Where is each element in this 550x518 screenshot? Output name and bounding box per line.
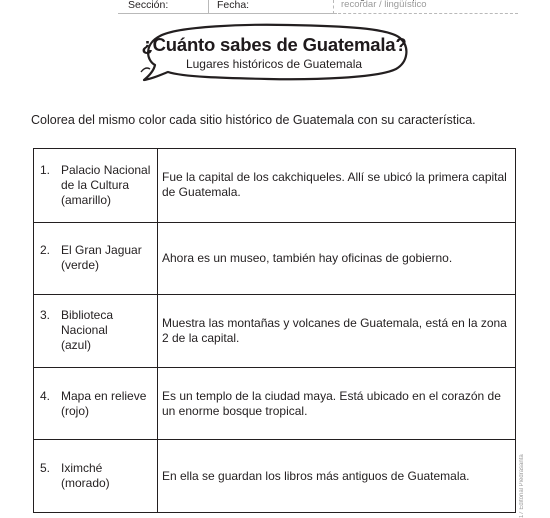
description-cell[interactable] — [158, 368, 515, 440]
description-text: Muestra las montañas y volcanes de Guatemala, está en la zona 2 de la capital. — [162, 315, 507, 345]
description-cell[interactable] — [158, 149, 515, 222]
page-subtitle: Lugares históricos de Guatemala — [185, 57, 363, 71]
description-text: Es un templo de la ciudad maya. Está ubicado en el corazón de un enorme bosque tropical. — [162, 388, 501, 418]
intelligence-field — [333, 0, 518, 14]
publisher-credit: 17 Editorial Piedrasanta — [519, 454, 525, 518]
header-form-strip — [0, 0, 550, 16]
description-cell[interactable] — [158, 223, 515, 295]
description-cell[interactable] — [158, 440, 515, 512]
place-cell[interactable] — [34, 368, 158, 440]
place-cell[interactable] — [34, 149, 158, 222]
table-row — [34, 222, 515, 295]
place-cell[interactable] — [34, 223, 158, 295]
section-field[interactable] — [118, 0, 218, 14]
instruction-text: Colorea del mismo color cada sitio histórico de Guatemala con su característica. — [31, 113, 476, 127]
description-text: Fue la capital de los cakchiqueles. Allí se ubicó la primera capital de Guatemala. — [162, 170, 507, 200]
intelligence-heading — [341, 0, 429, 1]
row-number: 4. — [40, 388, 51, 403]
place-cell[interactable] — [34, 440, 158, 512]
description-cell[interactable] — [158, 295, 515, 367]
row-number: 2. — [40, 243, 51, 258]
table-row — [34, 149, 515, 222]
place-cell[interactable] — [34, 295, 158, 367]
section-label: Sección: — [128, 0, 169, 11]
table-row — [34, 294, 515, 367]
title-bubble — [138, 22, 410, 84]
date-label: Fecha: — [217, 0, 250, 11]
place-name: Biblioteca Nacional (azul) — [61, 308, 114, 353]
place-name: Palacio Nacional de la Cultura (amarillo) — [61, 162, 151, 207]
row-number: 3. — [40, 308, 51, 323]
row-number: 5. — [40, 461, 51, 476]
place-name: El Gran Jaguar (verde) — [61, 243, 142, 273]
page-title: ¿Cuánto sabes de Guatemala? — [141, 34, 407, 55]
intelligence-type: recordar / lingüístico — [341, 0, 427, 10]
table-row — [34, 367, 515, 440]
place-name: Iximché (morado) — [61, 461, 110, 491]
table-row — [34, 439, 515, 512]
place-name: Mapa en relieve (rojo) — [61, 388, 147, 418]
row-number: 1. — [40, 162, 51, 177]
description-text: En ella se guardan los libros más antiguos de Guatemala. — [162, 468, 470, 483]
matching-table — [33, 148, 516, 513]
description-text: Ahora es un museo, también hay oficinas de gobierno. — [162, 250, 453, 265]
date-field[interactable] — [208, 0, 337, 14]
